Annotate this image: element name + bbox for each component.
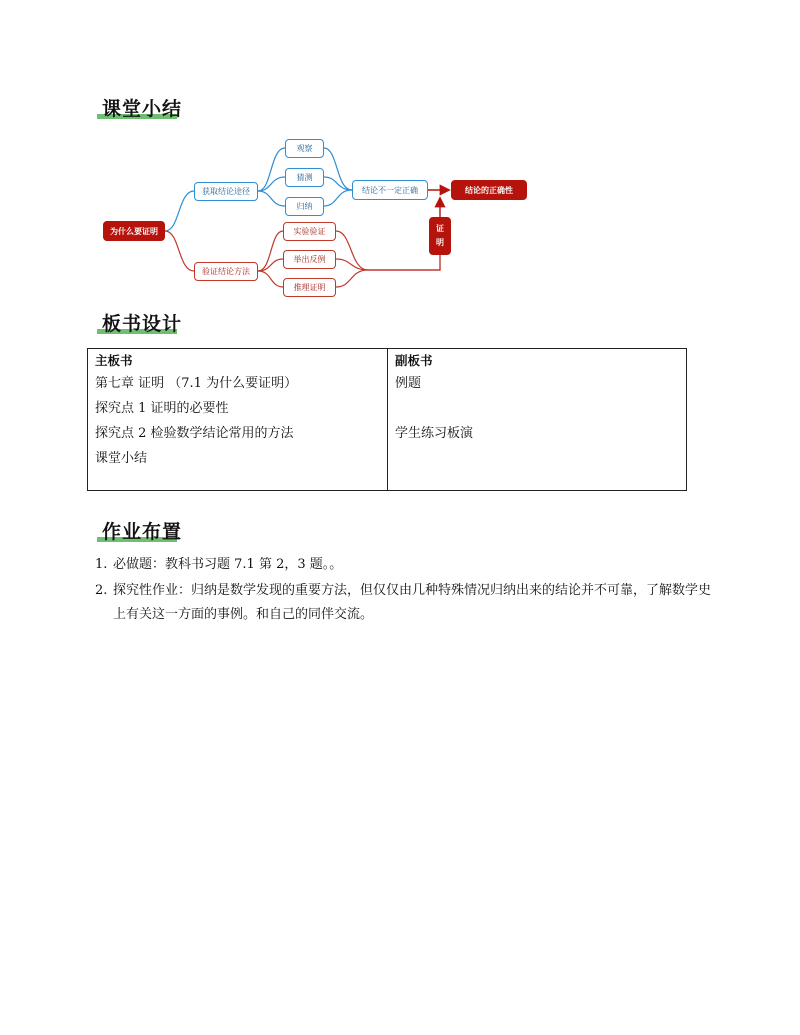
connector-verify-reason: [258, 271, 283, 287]
mindmap-not-necessarily-correct: 结论不一定正确: [352, 180, 428, 200]
homework-item-number: 2.: [95, 583, 108, 598]
mindmap-item-reasoning: 推理证明: [283, 278, 336, 297]
homework-title: 作业布置: [102, 521, 183, 543]
side-board-title: 副板书: [395, 353, 433, 368]
connector-to-proof: [368, 255, 440, 270]
main-board-column: [88, 349, 388, 490]
main-board-line: 探究点 1 证明的必要性: [95, 401, 229, 416]
connector-reason-out: [336, 270, 368, 287]
side-board-line: 例题: [395, 376, 422, 391]
mindmap-proof: [429, 217, 451, 255]
mindmap-branch-verify: 验证结论方法: [194, 262, 258, 281]
mindmap-proof-char-1: 证: [436, 224, 444, 233]
board-title: 板书设计: [102, 313, 183, 335]
homework-item: [95, 553, 715, 577]
connector-root-obtain: [165, 191, 194, 231]
side-board-column: [388, 349, 686, 490]
mindmap-branch-obtain: 获取结论途径: [194, 182, 258, 201]
summary-title: 课堂小结: [102, 98, 183, 120]
mindmap-proof-char-2: 明: [436, 238, 444, 247]
mindmap-item-induce: 归纳: [285, 197, 324, 216]
homework-item-text: 必做题：教科书习题 7.1 第 2，3 题。。: [113, 557, 343, 572]
mindmap-correctness: 结论的正确性: [451, 180, 527, 200]
mindmap-item-experiment: 实验验证: [283, 222, 336, 241]
board-design-table: [87, 348, 687, 491]
homework-item-number: 1.: [95, 557, 108, 572]
mindmap-item-counterexample: 举出反例: [283, 250, 336, 269]
mindmap-item-observe: 观察: [285, 139, 324, 158]
connector-experiment-out: [336, 231, 368, 270]
homework-item-text: 探究性作业：归纳是数学发现的重要方法，但仅仅由几种特殊情况归纳出来的结论并不可靠，了解数学史上有关这一方面的事例。和自己的同伴交流。: [113, 583, 712, 622]
main-board-line: 课堂小结: [95, 451, 148, 466]
main-board-line: 探究点 2 检验数学结论常用的方法: [95, 426, 294, 441]
connector-obtain-observe: [258, 148, 285, 191]
homework-item: [95, 579, 715, 627]
connector-induce-out: [324, 190, 352, 206]
connector-obtain-induce: [258, 191, 285, 206]
mindmap-item-guess: 猜测: [285, 168, 324, 187]
connector-guess-out: [324, 177, 352, 190]
main-board-title: 主板书: [95, 353, 133, 368]
side-board-line: [395, 396, 679, 421]
mindmap-root: 为什么要证明: [103, 221, 165, 241]
connector-root-verify: [165, 231, 194, 271]
side-board-line: 学生练习板演: [395, 426, 474, 441]
homework-list: [95, 553, 715, 627]
main-board-line: 第七章 证明 （7.1 为什么要证明）: [95, 376, 298, 391]
